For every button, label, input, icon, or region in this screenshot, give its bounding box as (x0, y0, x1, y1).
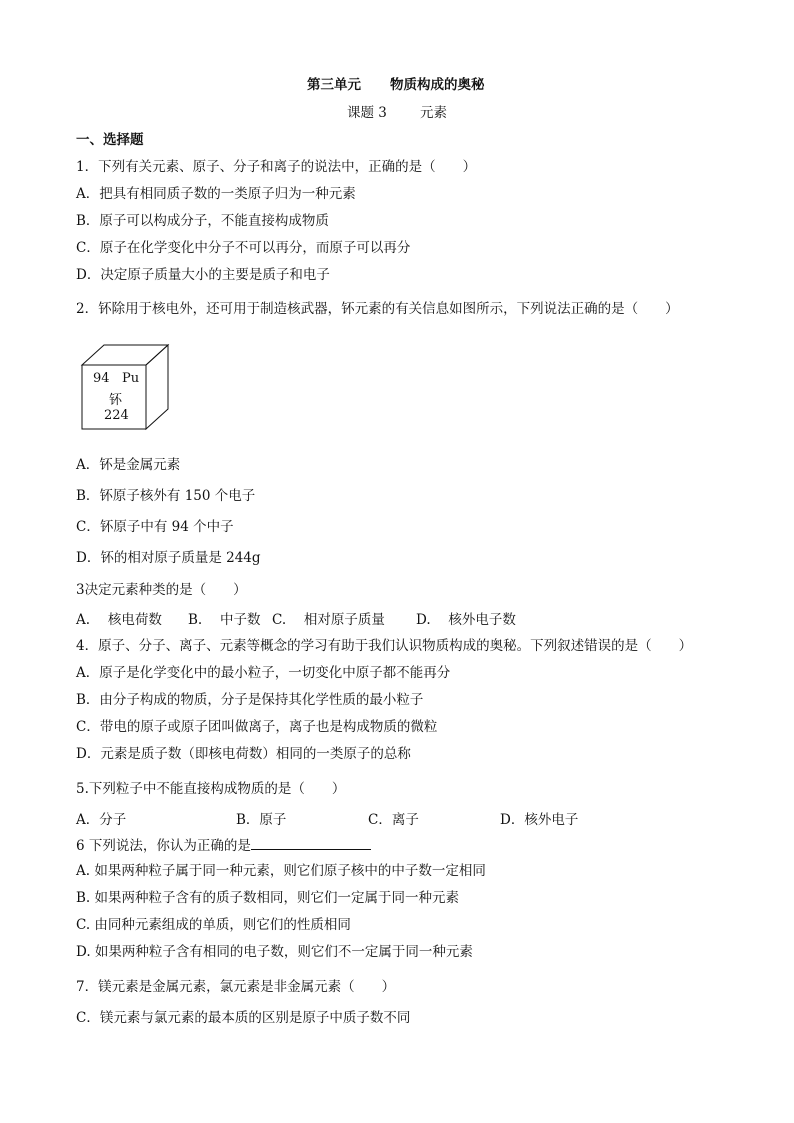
q5-option-b: B．原子 (236, 812, 287, 828)
q2-option-c: C．钚原子中有 94 个中子 (76, 519, 234, 535)
element-name: 钚 (109, 393, 123, 408)
q2-option-b: B．钚原子核外有 150 个电子 (76, 488, 256, 504)
q1-option-b: B．原子可以构成分子，不能直接构成物质 (76, 213, 329, 229)
q5-option-c: C．离子 (368, 812, 419, 828)
q1-option-c: C．原子在化学变化中分子不可以再分，而原子可以再分 (76, 240, 411, 256)
q6-option-d: D. 如果两种粒子含有相同的电子数，则它们不一定属于同一种元素 (76, 944, 473, 960)
q4-option-b: B．由分子构成的物质，分子是保持其化学性质的最小粒子 (76, 692, 424, 708)
q2-stem: 2．钚除用于核电外，还可用于制造核武器，钚元素的有关信息如图所示，下列说法正确的是（ ） (76, 301, 679, 317)
q5-option-a: A．分子 (76, 812, 127, 828)
q4-option-c: C．带电的原子或原子团叫做离子，离子也是构成物质的微粒 (76, 719, 438, 735)
q1-option-a: A．把具有相同质子数的一类原子归为一种元素 (76, 186, 356, 202)
q3-option-b: B. 中子数 (188, 612, 261, 628)
element-symbol: Pu (122, 371, 140, 386)
q1-stem: 1．下列有关元素、原子、分子和离子的说法中，正确的是（ ） (76, 159, 477, 175)
q6-stem-line (76, 835, 371, 855)
q6-stem: 6 下列说法，你认为正确的是 (76, 838, 251, 854)
q3-option-c: C. 相对原子质量 (272, 612, 385, 628)
q6-answer-blank (251, 835, 371, 850)
q2-option-d: D．钚的相对原子质量是 244g (76, 550, 261, 566)
unit-title: 第三单元 (307, 77, 361, 93)
lesson-label: 课题 3 (347, 105, 387, 121)
q7-stem: 7．镁元素是金属元素，氯元素是非金属元素（ ） (76, 979, 396, 995)
unit-subtitle: 物质构成的奥秘 (390, 77, 485, 93)
section-title: 一、选择题 (76, 132, 144, 148)
q6-option-c: C. 由同种元素组成的单质，则它们的性质相同 (76, 917, 351, 933)
q4-option-a: A．原子是化学变化中的最小粒子，一切变化中原子都不能再分 (76, 665, 451, 681)
lesson-name: 元素 (420, 105, 447, 121)
element-card (80, 343, 172, 431)
q4-option-d: D．元素是质子数（即核电荷数）相同的一类原子的总称 (76, 746, 411, 762)
q2-option-a: A．钚是金属元素 (76, 457, 181, 473)
q3-option-d: D. 核外电子数 (416, 612, 516, 628)
q1-option-d: D．决定原子质量大小的主要是质子和电子 (76, 267, 330, 283)
q6-option-b: B. 如果两种粒子含有的质子数相同，则它们一定属于同一种元素 (76, 890, 460, 906)
element-mass: 224 (104, 408, 129, 423)
element-number: 94 (93, 371, 110, 386)
q5-option-d: D．核外电子 (500, 812, 579, 828)
q4-stem: 4．原子、分子、离子、元素等概念的学习有助于我们认识物质构成的奥秘。下列叙述错误的是（ ） (76, 638, 693, 654)
q3-option-a: A. 核电荷数 (76, 612, 162, 628)
q5-stem: 5.下列粒子中不能直接构成物质的是（ ） (76, 781, 346, 797)
q3-stem: 3决定元素种类的是（ ） (76, 582, 247, 598)
q7-option-c: C．镁元素与氯元素的最本质的区别是原子中质子数不同 (76, 1010, 411, 1026)
q6-option-a: A. 如果两种粒子属于同一种元素，则它们原子核中的中子数一定相同 (76, 863, 486, 879)
